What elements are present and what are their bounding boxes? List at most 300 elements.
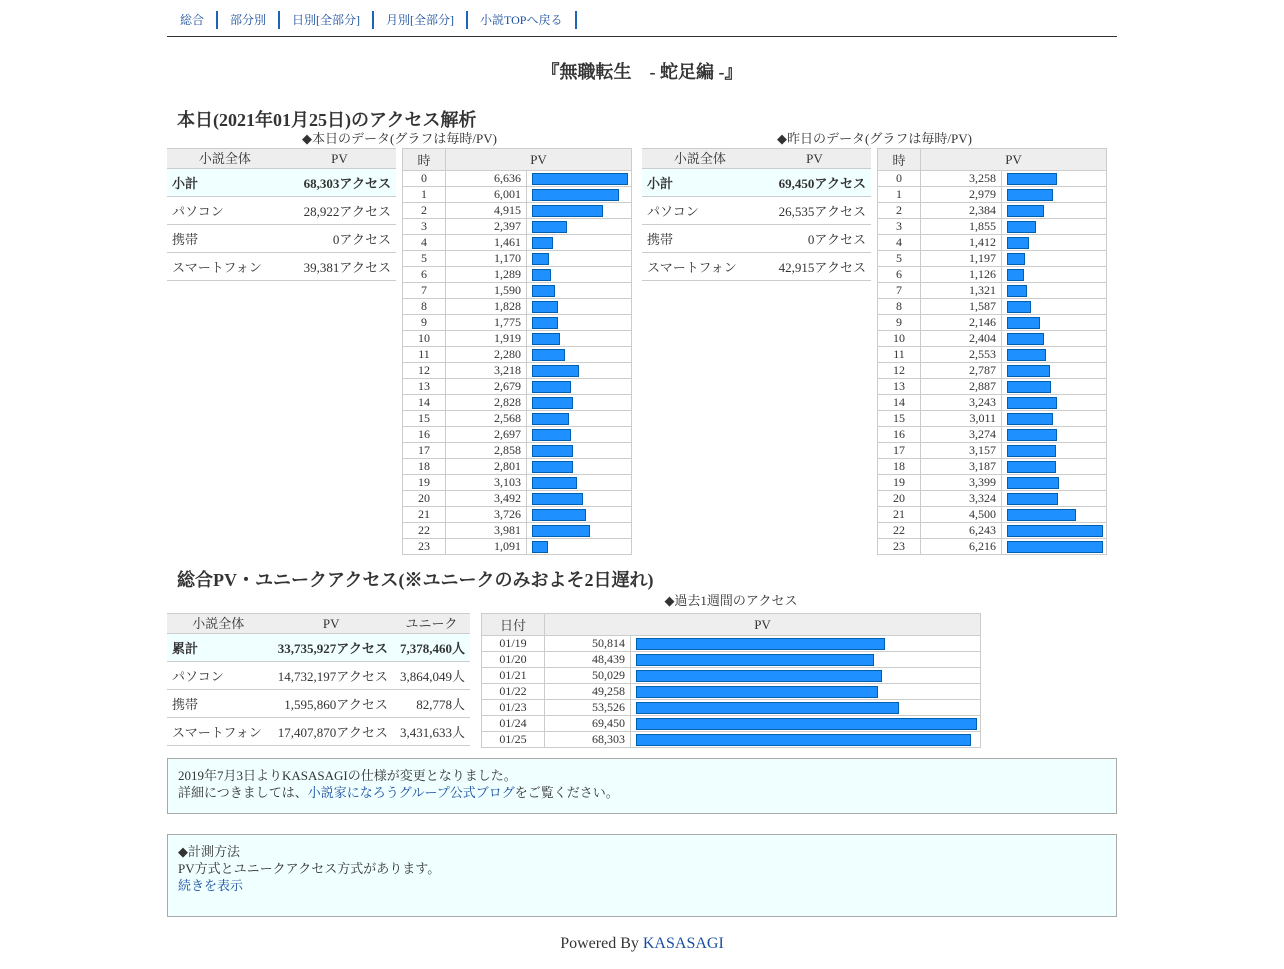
- pv-cell: 6,636: [446, 171, 527, 187]
- hour-cell: 1: [403, 187, 446, 203]
- col-pv: PV: [545, 614, 981, 636]
- pv-cell: 3,324: [921, 491, 1002, 507]
- pv-bar: [532, 237, 553, 249]
- pv-cell: 1,091: [446, 539, 527, 555]
- week-row: [482, 700, 981, 716]
- bar-cell: [527, 267, 632, 283]
- hour-cell: 22: [878, 523, 921, 539]
- pv-cell: 3,187: [921, 459, 1002, 475]
- hour-row: [878, 283, 1107, 299]
- hour-row: [878, 251, 1107, 267]
- summary-row: [167, 662, 470, 690]
- bar-cell: [1002, 219, 1107, 235]
- hour-row: [403, 283, 632, 299]
- pv-bar: [1007, 397, 1057, 409]
- summary-row: [642, 225, 871, 253]
- pv-bar: [532, 285, 555, 297]
- col-pv: PV: [283, 149, 396, 169]
- pv-cell: 3,258: [921, 171, 1002, 187]
- bar-cell: [1002, 203, 1107, 219]
- col-unique: ユニーク: [393, 614, 470, 634]
- hour-cell: 6: [878, 267, 921, 283]
- hour-cell: 0: [878, 171, 921, 187]
- col-all: 小説全体: [167, 149, 283, 169]
- row-label: スマートフォン: [167, 253, 283, 281]
- hour-row: [403, 299, 632, 315]
- hour-row: [878, 363, 1107, 379]
- pv-bar: [636, 654, 874, 666]
- bar-cell: [527, 347, 632, 363]
- bar-cell: [527, 523, 632, 539]
- hour-cell: 13: [403, 379, 446, 395]
- bar-cell: [1002, 475, 1107, 491]
- pv-cell: 2,887: [921, 379, 1002, 395]
- pv-bar: [532, 205, 603, 217]
- hour-cell: 21: [878, 507, 921, 523]
- col-pv: PV: [758, 149, 871, 169]
- pv-bar: [1007, 349, 1046, 361]
- pv-cell: 2,787: [921, 363, 1002, 379]
- pv-cell: 50,029: [545, 668, 631, 684]
- bar-cell: [527, 299, 632, 315]
- hour-cell: 4: [878, 235, 921, 251]
- bar-cell: [527, 379, 632, 395]
- hour-cell: 7: [878, 283, 921, 299]
- bar-cell: [1002, 251, 1107, 267]
- bar-cell: [631, 652, 981, 668]
- hour-cell: 15: [878, 411, 921, 427]
- hour-row: [403, 395, 632, 411]
- hour-cell: 11: [878, 347, 921, 363]
- hour-row: [403, 331, 632, 347]
- date-cell: 01/24: [482, 716, 545, 732]
- pv-cell: 3,726: [446, 507, 527, 523]
- method-title: ◆計測方法: [178, 844, 240, 859]
- pv-bar: [636, 638, 885, 650]
- hour-cell: 12: [403, 363, 446, 379]
- hour-cell: 5: [878, 251, 921, 267]
- hour-row: [878, 203, 1107, 219]
- hour-row: [878, 315, 1107, 331]
- yesterday-summary-table: [642, 148, 871, 281]
- pv-bar: [1007, 365, 1050, 377]
- hour-row: [878, 507, 1107, 523]
- pv-bar: [1007, 477, 1059, 489]
- pv-cell: 53,526: [545, 700, 631, 716]
- row-label: パソコン: [167, 662, 269, 690]
- pv-cell: 2,697: [446, 427, 527, 443]
- hour-row: [878, 411, 1107, 427]
- hour-cell: 14: [878, 395, 921, 411]
- hour-cell: 17: [878, 443, 921, 459]
- pv-cell: 2,146: [921, 315, 1002, 331]
- yesterday-hourly-table: [877, 148, 1107, 555]
- pv-bar: [532, 541, 548, 553]
- pv-cell: 1,126: [921, 267, 1002, 283]
- nav-item[interactable]: 月別[全部分]: [374, 11, 468, 29]
- hour-row: [878, 299, 1107, 315]
- pv-bar: [636, 702, 899, 714]
- date-cell: 01/20: [482, 652, 545, 668]
- bar-cell: [631, 700, 981, 716]
- hour-cell: 16: [878, 427, 921, 443]
- hour-cell: 2: [403, 203, 446, 219]
- hour-row: [403, 235, 632, 251]
- row-label: 小計: [167, 169, 283, 197]
- hour-cell: 19: [403, 475, 446, 491]
- pv-cell: 3,492: [446, 491, 527, 507]
- hour-cell: 11: [403, 347, 446, 363]
- pv-bar: [532, 397, 573, 409]
- hour-cell: 13: [878, 379, 921, 395]
- hour-cell: 10: [403, 331, 446, 347]
- today-heading: 本日(2021年01月25日)のアクセス解析: [177, 110, 477, 130]
- row-label: 携帯: [167, 690, 269, 718]
- hour-row: [878, 347, 1107, 363]
- pv-bar: [532, 429, 571, 441]
- pv-cell: 6,216: [921, 539, 1002, 555]
- hour-row: [878, 331, 1107, 347]
- pv-bar: [1007, 445, 1056, 457]
- bar-cell: [527, 491, 632, 507]
- hour-row: [403, 411, 632, 427]
- nav-item[interactable]: 日別[全部分]: [280, 11, 374, 29]
- pv-bar: [532, 301, 558, 313]
- pv-cell: 2,553: [921, 347, 1002, 363]
- hour-cell: 3: [403, 219, 446, 235]
- bar-cell: [1002, 267, 1107, 283]
- pv-cell: 1,855: [921, 219, 1002, 235]
- hour-row: [403, 459, 632, 475]
- hour-cell: 4: [403, 235, 446, 251]
- hour-row: [878, 171, 1107, 187]
- pv-cell: 3,218: [446, 363, 527, 379]
- summary-row: [167, 718, 470, 746]
- hour-cell: 21: [403, 507, 446, 523]
- pv-cell: 3,981: [446, 523, 527, 539]
- row-unique: 82,778人: [393, 690, 470, 718]
- method-text: PV方式とユニークアクセス方式があります。: [178, 861, 441, 876]
- hour-cell: 3: [878, 219, 921, 235]
- hour-cell: 16: [403, 427, 446, 443]
- bar-cell: [631, 684, 981, 700]
- col-all: 小説全体: [167, 614, 269, 634]
- bar-cell: [527, 539, 632, 555]
- hour-cell: 15: [403, 411, 446, 427]
- hour-cell: 1: [878, 187, 921, 203]
- bar-cell: [527, 235, 632, 251]
- hour-cell: 19: [878, 475, 921, 491]
- date-cell: 01/23: [482, 700, 545, 716]
- row-value: 39,381アクセス: [283, 253, 396, 281]
- bar-cell: [631, 636, 981, 652]
- pv-bar: [636, 670, 882, 682]
- pv-bar: [532, 173, 628, 185]
- hour-row: [403, 171, 632, 187]
- novel-title: 『無職転生 - 蛇足編 -』: [541, 62, 743, 82]
- hour-row: [403, 507, 632, 523]
- week-row: [482, 684, 981, 700]
- pv-cell: 1,919: [446, 331, 527, 347]
- hour-row: [403, 315, 632, 331]
- pv-bar: [1007, 173, 1057, 185]
- hour-row: [403, 187, 632, 203]
- pv-cell: 3,274: [921, 427, 1002, 443]
- pv-bar: [532, 525, 590, 537]
- today-summary-table: [167, 148, 396, 281]
- row-value: 26,535アクセス: [758, 197, 871, 225]
- pv-cell: 6,243: [921, 523, 1002, 539]
- pv-bar: [1007, 189, 1053, 201]
- bar-cell: [527, 315, 632, 331]
- hour-cell: 5: [403, 251, 446, 267]
- summary-row: [167, 169, 396, 197]
- pv-bar: [1007, 237, 1029, 249]
- bar-cell: [527, 427, 632, 443]
- pv-cell: 3,103: [446, 475, 527, 491]
- bar-cell: [527, 443, 632, 459]
- hour-cell: 18: [878, 459, 921, 475]
- pv-bar: [532, 333, 560, 345]
- pv-cell: 1,775: [446, 315, 527, 331]
- row-label: スマートフォン: [167, 718, 269, 746]
- pv-bar: [1007, 285, 1027, 297]
- pv-bar: [1007, 381, 1051, 393]
- pv-bar: [532, 413, 569, 425]
- pv-cell: 2,801: [446, 459, 527, 475]
- summary-row: [167, 253, 396, 281]
- pv-bar: [532, 477, 577, 489]
- nav-item[interactable]: 小説TOPへ戻る: [468, 11, 576, 29]
- pv-bar: [636, 718, 977, 730]
- pv-cell: 1,197: [921, 251, 1002, 267]
- hour-cell: 23: [403, 539, 446, 555]
- bar-cell: [527, 219, 632, 235]
- hour-cell: 22: [403, 523, 446, 539]
- hour-row: [878, 491, 1107, 507]
- row-value: 69,450アクセス: [758, 169, 871, 197]
- bar-cell: [1002, 491, 1107, 507]
- pv-bar: [532, 365, 579, 377]
- show-more-link[interactable]: 続きを表示: [178, 878, 244, 893]
- official-blog-link[interactable]: 小説家になろうグループ公式ブログ: [307, 785, 515, 800]
- hour-row: [878, 379, 1107, 395]
- total-summary-table: [167, 613, 470, 746]
- col-date: 日付: [482, 614, 545, 636]
- top-nav: [167, 0, 1117, 37]
- date-cell: 01/19: [482, 636, 545, 652]
- page: [167, 0, 1117, 953]
- hour-row: [403, 539, 632, 555]
- pv-bar: [1007, 413, 1053, 425]
- pv-cell: 6,001: [446, 187, 527, 203]
- nav-item[interactable]: 総合: [167, 11, 218, 29]
- notice-line1: 2019年7月3日よりKASASAGIの仕様が変更となりました。: [178, 768, 517, 783]
- hour-row: [878, 219, 1107, 235]
- pv-bar: [1007, 493, 1058, 505]
- row-unique: 3,864,049人: [393, 662, 470, 690]
- hour-cell: 0: [403, 171, 446, 187]
- hour-row: [403, 363, 632, 379]
- pv-cell: 4,500: [921, 507, 1002, 523]
- col-pv: PV: [446, 149, 632, 171]
- pv-bar: [532, 445, 573, 457]
- hour-cell: 6: [403, 267, 446, 283]
- pv-bar: [532, 317, 558, 329]
- hour-cell: 20: [878, 491, 921, 507]
- pv-cell: 2,979: [921, 187, 1002, 203]
- week-row: [482, 652, 981, 668]
- hour-row: [878, 267, 1107, 283]
- method-box: [167, 834, 1117, 917]
- hour-row: [403, 523, 632, 539]
- pv-bar: [1007, 333, 1044, 345]
- hour-cell: 17: [403, 443, 446, 459]
- date-cell: 01/21: [482, 668, 545, 684]
- row-pv: 14,732,197アクセス: [269, 662, 392, 690]
- col-hour: 時: [403, 149, 446, 171]
- pv-cell: 3,157: [921, 443, 1002, 459]
- col-pv: PV: [269, 614, 392, 634]
- row-unique: 7,378,460人: [393, 634, 470, 662]
- bar-cell: [1002, 315, 1107, 331]
- hour-row: [878, 235, 1107, 251]
- row-label: 携帯: [167, 225, 283, 253]
- bar-cell: [1002, 171, 1107, 187]
- pv-bar: [532, 509, 586, 521]
- row-pv: 1,595,860アクセス: [269, 690, 392, 718]
- pv-bar: [636, 734, 971, 746]
- row-label: 小計: [642, 169, 758, 197]
- pv-cell: 3,399: [921, 475, 1002, 491]
- pv-bar: [1007, 461, 1056, 473]
- hour-row: [878, 187, 1107, 203]
- hour-row: [878, 395, 1107, 411]
- pv-bar: [1007, 429, 1057, 441]
- hour-cell: 10: [878, 331, 921, 347]
- pv-cell: 4,915: [446, 203, 527, 219]
- hour-cell: 8: [403, 299, 446, 315]
- row-value: 28,922アクセス: [283, 197, 396, 225]
- bar-cell: [527, 331, 632, 347]
- bar-cell: [1002, 459, 1107, 475]
- hour-row: [403, 443, 632, 459]
- nav-item[interactable]: 部分別: [218, 11, 280, 29]
- pv-cell: 2,828: [446, 395, 527, 411]
- today-caption: ◆本日のデータ(グラフは毎時/PV): [302, 131, 497, 146]
- bar-cell: [1002, 363, 1107, 379]
- pv-cell: 69,450: [545, 716, 631, 732]
- pv-bar: [532, 269, 551, 281]
- notice-line2: [178, 784, 1106, 801]
- total-heading: 総合PV・ユニークアクセス(※ユニークのみおよそ2日遅れ): [177, 570, 654, 590]
- pv-bar: [1007, 269, 1024, 281]
- bar-cell: [1002, 395, 1107, 411]
- pv-bar: [532, 253, 549, 265]
- pv-cell: 1,170: [446, 251, 527, 267]
- bar-cell: [1002, 443, 1107, 459]
- date-cell: 01/22: [482, 684, 545, 700]
- pv-bar: [1007, 509, 1076, 521]
- hour-cell: 20: [403, 491, 446, 507]
- hour-row: [403, 427, 632, 443]
- bar-cell: [527, 459, 632, 475]
- hour-row: [878, 539, 1107, 555]
- pv-cell: 3,243: [921, 395, 1002, 411]
- row-value: 68,303アクセス: [283, 169, 396, 197]
- hour-row: [403, 251, 632, 267]
- hour-cell: 14: [403, 395, 446, 411]
- date-cell: 01/25: [482, 732, 545, 748]
- pv-cell: 1,289: [446, 267, 527, 283]
- pv-cell: 1,587: [921, 299, 1002, 315]
- row-unique: 3,431,633人: [393, 718, 470, 746]
- row-pv: 17,407,870アクセス: [269, 718, 392, 746]
- bar-cell: [1002, 523, 1107, 539]
- hour-cell: 23: [878, 539, 921, 555]
- summary-row: [167, 197, 396, 225]
- pv-bar: [1007, 317, 1040, 329]
- hour-row: [878, 523, 1107, 539]
- bar-cell: [631, 716, 981, 732]
- week-row: [482, 668, 981, 684]
- col-pv: PV: [921, 149, 1107, 171]
- bar-cell: [527, 251, 632, 267]
- bar-cell: [1002, 283, 1107, 299]
- bar-cell: [1002, 427, 1107, 443]
- bar-cell: [1002, 347, 1107, 363]
- kasasagi-link[interactable]: KASASAGI: [642, 935, 724, 952]
- bar-cell: [527, 395, 632, 411]
- hour-row: [878, 443, 1107, 459]
- summary-row: [642, 197, 871, 225]
- bar-cell: [1002, 507, 1107, 523]
- week-caption: ◆過去1週間のアクセス: [664, 593, 798, 608]
- pv-cell: 2,679: [446, 379, 527, 395]
- hour-row: [403, 491, 632, 507]
- pv-bar: [1007, 525, 1103, 537]
- pv-cell: 2,280: [446, 347, 527, 363]
- bar-cell: [527, 283, 632, 299]
- pv-bar: [1007, 253, 1025, 265]
- summary-row: [167, 690, 470, 718]
- week-row: [482, 716, 981, 732]
- hour-row: [878, 475, 1107, 491]
- pv-bar: [1007, 205, 1044, 217]
- summary-row: [167, 634, 470, 662]
- row-label: 累計: [167, 634, 269, 662]
- notice-text: をご覧ください。: [514, 785, 619, 800]
- pv-cell: 1,461: [446, 235, 527, 251]
- col-hour: 時: [878, 149, 921, 171]
- pv-cell: 2,568: [446, 411, 527, 427]
- pv-bar: [532, 349, 565, 361]
- hour-cell: 9: [878, 315, 921, 331]
- bar-cell: [1002, 299, 1107, 315]
- bar-cell: [527, 507, 632, 523]
- pv-bar: [1007, 221, 1036, 233]
- footer: [167, 935, 1117, 953]
- bar-cell: [527, 203, 632, 219]
- week-table: [481, 613, 981, 748]
- row-pv: 33,735,927アクセス: [269, 634, 392, 662]
- bar-cell: [631, 668, 981, 684]
- pv-cell: 1,321: [921, 283, 1002, 299]
- hour-row: [878, 459, 1107, 475]
- pv-cell: 50,814: [545, 636, 631, 652]
- bar-cell: [631, 732, 981, 748]
- yesterday-caption: ◆昨日のデータ(グラフは毎時/PV): [777, 131, 972, 146]
